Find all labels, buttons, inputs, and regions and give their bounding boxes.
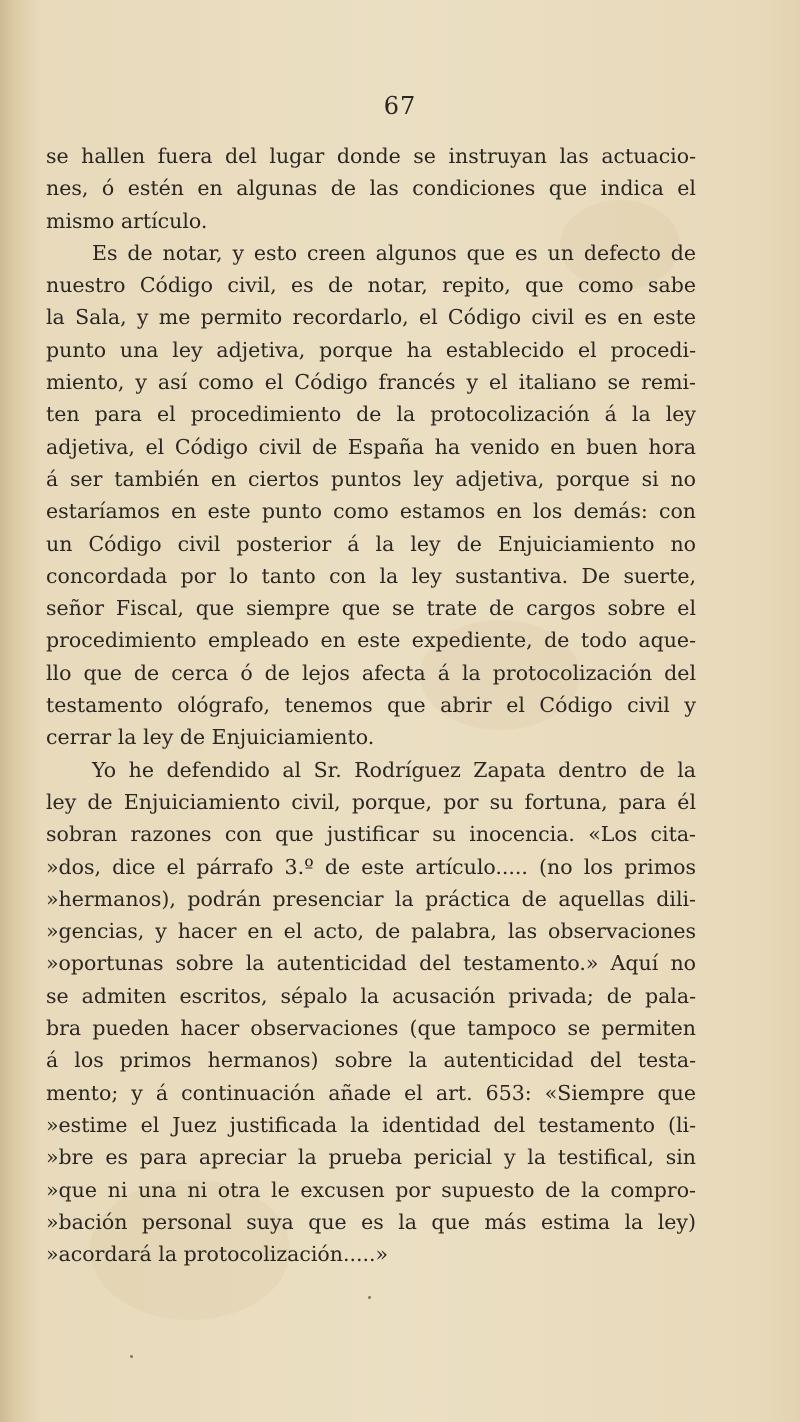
text-line: cerrar la ley de Enjuiciamiento. — [46, 725, 375, 750]
text-line: »oportunas sobre la autenticidad del testamento.» Aquí no — [46, 951, 696, 976]
text-line: bra pueden hacer observaciones (que tampoco se permiten — [46, 1016, 696, 1041]
text-line: Es de notar, y esto creen algunos que es un defecto de — [92, 240, 696, 265]
text-line: »que ni una ni otra le excusen por supuesto de la compro- — [46, 1177, 696, 1202]
text-line: señor Fiscal, que siempre que se trate de cargos sobre el — [46, 596, 696, 621]
text-line: á ser también en ciertos puntos ley adjetiva, porque si no — [46, 466, 696, 491]
text-line: »bre es para apreciar la prueba pericial y la testifical, sin — [46, 1145, 696, 1170]
page-number: 67 — [383, 92, 417, 120]
text-line: »acordará la protocolización.....» — [46, 1242, 389, 1267]
body-text — [46, 140, 696, 1270]
text-line: ten para el procedimiento de la protocolización á la ley — [46, 402, 696, 427]
text-line: »hermanos), podrán presenciar la práctica de aquellas dili- — [46, 886, 696, 911]
text-line: estaríamos en este punto como estamos en los demás: con — [46, 499, 696, 524]
text-line: mento; y á continuación añade el art. 653: «Siempre que — [46, 1080, 696, 1105]
ink-speck — [130, 1355, 133, 1358]
text-line: sobran razones con que justificar su inocencia. «Los cita- — [46, 822, 696, 847]
text-line: se hallen fuera del lugar donde se instruyan las actuacio- — [46, 144, 696, 168]
text-line: »dos, dice el párrafo 3.º de este artículo..... (no los primos — [46, 854, 696, 879]
text-line: nuestro Código civil, es de notar, repito, que como sabe — [46, 273, 696, 298]
text-line: »gencias, y hacer en el acto, de palabra, las observaciones — [46, 919, 696, 944]
text-line: la Sala, y me permito recordarlo, el Código civil es en este — [46, 305, 696, 330]
text-line: testamento ológrafo, tenemos que abrir el Código civil y — [46, 693, 696, 718]
text-line: mismo artículo. — [46, 208, 208, 233]
text-line: ley de Enjuiciamiento civil, porque, por su fortuna, para él — [46, 789, 696, 814]
text-line: un Código civil posterior á la ley de Enjuiciamiento no — [46, 531, 696, 556]
text-line: á los primos hermanos) sobre la autenticidad del testa- — [46, 1048, 696, 1073]
text-line: concordada por lo tanto con la ley sustantiva. De suerte, — [46, 563, 696, 588]
text-line: llo que de cerca ó de lejos afecta á la protocolización del — [46, 660, 696, 685]
text-line: adjetiva, el Código civil de España ha venido en buen hora — [46, 434, 696, 459]
text-line: nes, ó estén en algunas de las condiciones que indica el — [46, 176, 696, 201]
ink-speck — [368, 1296, 371, 1299]
text-line: miento, y así como el Código francés y el italiano se remi- — [46, 370, 696, 395]
text-line: »bación personal suya que es la que más estima la ley) — [46, 1209, 696, 1234]
text-line: »estime el Juez justificada la identidad del testamento (li- — [46, 1112, 696, 1137]
text-line: Yo he defendido al Sr. Rodríguez Zapata dentro de la — [92, 757, 696, 782]
text-line: se admiten escritos, sépalo la acusación privada; de pala- — [46, 983, 696, 1008]
text-line: procedimiento empleado en este expediente, de todo aque- — [46, 628, 696, 653]
text-line: punto una ley adjetiva, porque ha establecido el procedi- — [46, 337, 696, 362]
